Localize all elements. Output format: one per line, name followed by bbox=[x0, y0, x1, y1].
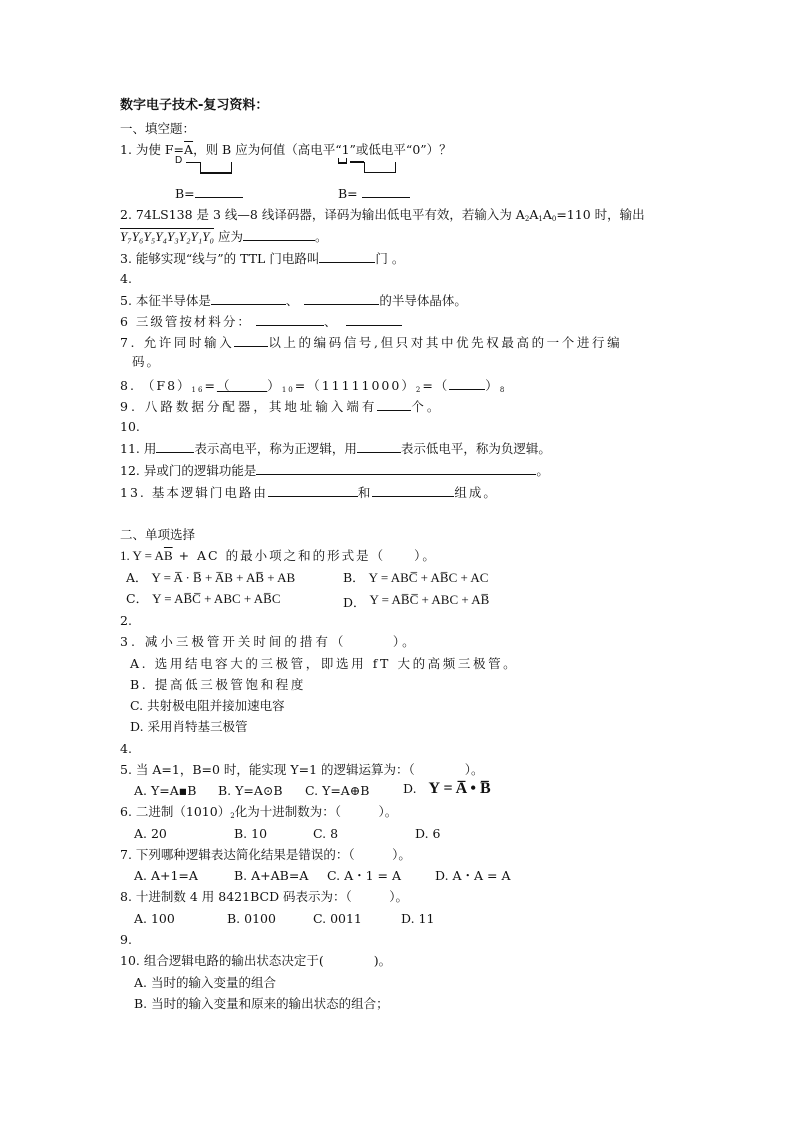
fill-question-6 bbox=[120, 313, 402, 330]
fill-question-11 bbox=[120, 440, 551, 457]
gate-input-line bbox=[186, 162, 200, 163]
question-text: = bbox=[204, 378, 217, 393]
choice-option-d[interactable] bbox=[343, 592, 489, 608]
gate-diagram-1 bbox=[175, 155, 255, 174]
choice-option-a[interactable]: A. 选用结电容大的三极管，即选用 fT 大的高频三极管。 bbox=[130, 656, 519, 671]
gate-diagram-2 bbox=[338, 158, 418, 174]
answer-blank[interactable] bbox=[346, 313, 402, 326]
question-text: 表示高电平，称为正逻辑，用 bbox=[194, 441, 357, 456]
choice-question-8: 8. 十进制数 4 用 8421BCD 码表示为：（ ）。 bbox=[120, 889, 409, 904]
choice-question-6 bbox=[120, 804, 397, 824]
choice-option-d[interactable] bbox=[403, 781, 491, 797]
question-text: 13. 基本逻辑门电路由 bbox=[120, 485, 268, 500]
formula: 1. Y = A bbox=[120, 548, 164, 563]
choice-option-d[interactable]: D. 6 bbox=[415, 826, 441, 841]
section-heading-fill-blank: 一、填空题： bbox=[120, 121, 196, 136]
choice-option-c[interactable] bbox=[126, 591, 281, 607]
choice-option-c[interactable]: C. 8 bbox=[313, 826, 339, 841]
option-expression: Y = AB̅C̅ + ABC + AB̅C bbox=[152, 591, 281, 606]
choice-option-a[interactable]: A. 100 bbox=[134, 911, 175, 926]
question-text: =（11111000） bbox=[294, 378, 416, 393]
question-text: 、 bbox=[285, 293, 299, 308]
gate-body bbox=[200, 162, 232, 174]
option-label: D. bbox=[403, 781, 417, 796]
choice-option-c[interactable]: C. A・1 = A bbox=[327, 868, 401, 883]
paren: ） bbox=[485, 378, 500, 393]
gate-input-label: D bbox=[175, 155, 183, 166]
fill-question-3 bbox=[120, 250, 404, 267]
answer-blank[interactable] bbox=[377, 398, 411, 411]
answer-blank[interactable] bbox=[211, 292, 286, 305]
question-text: 3. 能够实现“线与”的 TTL 门电路叫 bbox=[120, 251, 320, 266]
choice-question-7: 7. 下列哪种逻辑表达简化结果是错误的：（ ）。 bbox=[120, 847, 411, 862]
subscript: 16 bbox=[191, 386, 205, 394]
answer-blank[interactable] bbox=[256, 462, 536, 475]
option-label: D． bbox=[343, 595, 366, 610]
answer-blank[interactable] bbox=[195, 185, 243, 198]
fill-question-2-line2 bbox=[120, 228, 328, 245]
fill-question-2: 2. 74LS138 是 3 线—8 线译码器，译码为输出低电平有效，若输入为 $A_2A_1A_0=110$ 时，输出 bbox=[120, 207, 645, 223]
answer-blank[interactable] bbox=[156, 440, 194, 453]
question-text: 8. （F8） bbox=[120, 378, 192, 393]
answer-blank[interactable] bbox=[357, 440, 401, 453]
question-text: 应为 bbox=[217, 229, 243, 244]
choice-question-9: 9. bbox=[120, 932, 132, 947]
question-text: 2. 74LS138 是 3 线—8 线译码器，译码为输出低电平有效，若输入为 A bbox=[120, 207, 525, 222]
fill-question-7-line2: 码。 bbox=[132, 354, 162, 369]
option-label: C． bbox=[126, 591, 149, 606]
subscript: 1 bbox=[538, 215, 543, 223]
answer-blank[interactable] bbox=[217, 378, 267, 393]
option-expression: Y = A̅ • B̅ bbox=[428, 780, 491, 797]
question-text: 7. 允许同时输入 bbox=[120, 335, 235, 350]
choice-option-a[interactable]: A. Y=A▪B bbox=[134, 783, 197, 798]
choice-option-b[interactable] bbox=[343, 570, 488, 586]
paren: ） bbox=[267, 378, 282, 393]
fill-question-12 bbox=[120, 462, 549, 479]
fill-question-9 bbox=[120, 398, 442, 415]
question-text: 个。 bbox=[411, 399, 443, 414]
option-expression: Y = AB̅C̅ + ABC + AB̅ bbox=[369, 592, 490, 607]
choice-option-b[interactable]: B. 10 bbox=[234, 826, 268, 841]
fill-question-1 bbox=[120, 142, 452, 158]
choice-option-b[interactable]: B. A+AB=A bbox=[234, 868, 309, 883]
answer-blank[interactable] bbox=[268, 484, 358, 497]
question-text: ，则 B 应为何值（高电平“1”或低电平“0”）？ bbox=[193, 142, 452, 157]
answer-b2 bbox=[338, 185, 410, 202]
output-expression: Y₇Y₆Y₅Y₄Y₃Y₂Y₁Y₀ bbox=[120, 229, 214, 244]
question-text: 1. 为使 F= bbox=[120, 142, 185, 157]
fill-question-5 bbox=[120, 292, 467, 309]
question-text: 。 bbox=[536, 463, 549, 478]
subscript: 10 bbox=[281, 386, 295, 394]
answer-blank[interactable] bbox=[372, 484, 454, 497]
choice-question-2: 2. bbox=[120, 613, 132, 628]
question-text: =110 时，输出 bbox=[556, 207, 645, 222]
question-text: 组成。 bbox=[454, 485, 498, 500]
question-text: 门 。 bbox=[375, 251, 405, 266]
answer-blank[interactable] bbox=[449, 377, 485, 390]
formula: $\overline{B}$ bbox=[163, 548, 173, 563]
answer-blank[interactable] bbox=[256, 313, 324, 326]
option-label: B． bbox=[343, 570, 365, 585]
answer-blank[interactable] bbox=[243, 228, 315, 241]
subscript: 2 bbox=[524, 215, 530, 223]
subscript: 2 bbox=[415, 386, 423, 394]
overline-a: $\overline{A}$ bbox=[184, 142, 194, 157]
question-text: 化为十进制数为：（ ）。 bbox=[234, 804, 398, 819]
choice-question-4: 4. bbox=[120, 741, 132, 756]
subscript: 8 bbox=[499, 386, 507, 394]
question-text: 的半导体晶体。 bbox=[379, 293, 467, 308]
choice-question-3: 3. 减小三极管开关时间的措有（ ）。 bbox=[120, 634, 418, 649]
subscript: 2 bbox=[230, 812, 235, 820]
answer-b1 bbox=[175, 185, 243, 202]
question-text: 以上的编码信号,但只对其中优先权最高的一个进行编 bbox=[268, 335, 623, 350]
question-text: =（ bbox=[422, 378, 450, 393]
option-expression: Y = A̅ · B̅ + A̅B + AB̅ + AB bbox=[151, 570, 296, 585]
answer-blank[interactable] bbox=[319, 250, 375, 263]
answer-blank[interactable] bbox=[304, 292, 379, 305]
question-text: 11. 用 bbox=[120, 441, 157, 456]
gate-input-line bbox=[350, 161, 364, 163]
document-title: 数字电子技术-复习资料： bbox=[120, 98, 269, 113]
answer-label: B= bbox=[338, 186, 358, 201]
choice-option-b[interactable]: B. 提高低三极管饱和程度 bbox=[130, 677, 306, 692]
question-text: 表示低电平，称为负逻辑。 bbox=[400, 441, 551, 456]
subscript: 0 bbox=[551, 215, 557, 223]
fill-question-10: 10. bbox=[120, 419, 140, 434]
choice-option-a[interactable] bbox=[126, 570, 295, 586]
choice-option-c[interactable]: C. Y=A⊕B bbox=[305, 783, 370, 798]
choice-option-b[interactable]: B. Y=A⊙B bbox=[218, 783, 283, 798]
question-text: 和 bbox=[357, 485, 373, 500]
choice-option-a[interactable]: A. 当时的输入变量的组合 bbox=[134, 975, 276, 990]
question-text: 9. 八路数据分配器，其地址输入端有 bbox=[120, 399, 378, 414]
choice-question-1 bbox=[120, 548, 437, 564]
fill-question-8 bbox=[120, 377, 506, 398]
fill-question-13 bbox=[120, 484, 498, 501]
choice-option-c[interactable]: C. 共射极电阻并接加速电容 bbox=[130, 698, 285, 713]
answer-label: B= bbox=[175, 186, 195, 201]
choice-option-a[interactable]: A. A+1=A bbox=[134, 868, 198, 883]
question-text: 5. 本征半导体是 bbox=[120, 293, 211, 308]
punct: 。 bbox=[315, 229, 328, 244]
section-heading-single-choice: 二、单项选择 bbox=[120, 527, 196, 542]
choice-option-b[interactable]: B. 当时的输入变量和原来的输出状态的组合； bbox=[134, 996, 389, 1011]
option-expression: Y = ABC̅ + AB̅C + AC bbox=[368, 570, 489, 585]
fill-question-7 bbox=[120, 334, 622, 351]
choice-option-d[interactable]: D. 11 bbox=[401, 911, 435, 926]
question-text: 12. 异或门的逻辑功能是 bbox=[120, 463, 257, 478]
choice-question-10: 10. 组合逻辑电路的输出状态决定于( )。 bbox=[120, 953, 392, 968]
paren: （ bbox=[216, 378, 232, 393]
choice-option-b[interactable]: B. 0100 bbox=[227, 911, 276, 926]
choice-option-d[interactable]: D. A・A = A bbox=[435, 868, 511, 883]
question-text: 6. 二进制（1010） bbox=[120, 804, 231, 819]
choice-option-d[interactable]: D. 采用肖特基三极管 bbox=[130, 719, 248, 734]
choice-question-5: 5. 当 A=1，B=0 时，能实现 Y=1 的逻辑运算为：（ ）。 bbox=[120, 762, 484, 777]
gate-body bbox=[364, 162, 396, 173]
question-text: + AC 的最小项之和的形式是（ ）。 bbox=[172, 548, 437, 563]
gate-input-label bbox=[338, 158, 347, 164]
answer-blank[interactable] bbox=[362, 185, 410, 198]
fill-question-4: 4. bbox=[120, 271, 132, 286]
choice-option-c[interactable]: C. 0011 bbox=[313, 911, 362, 926]
option-label: A． bbox=[126, 570, 148, 585]
question-text: 、 bbox=[323, 314, 339, 329]
choice-option-a[interactable]: A. 20 bbox=[134, 826, 167, 841]
question-text: 6 三级管按材料分： bbox=[120, 314, 252, 329]
answer-blank[interactable] bbox=[234, 334, 268, 347]
